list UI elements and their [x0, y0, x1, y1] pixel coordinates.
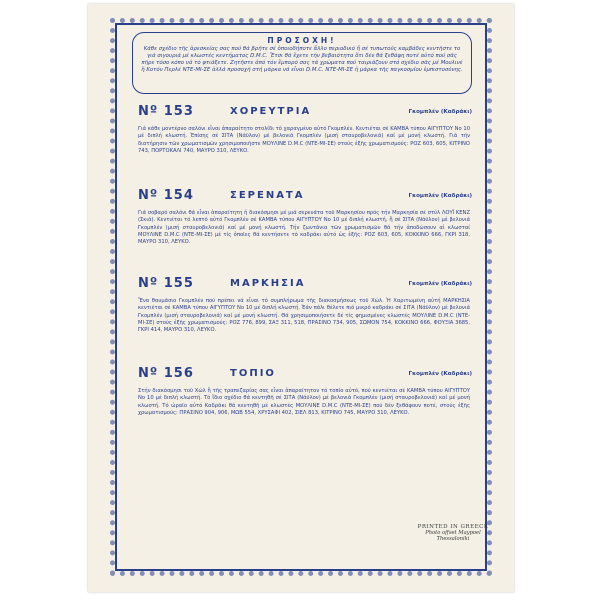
magazine-page: [88, 4, 514, 592]
notice-box: [132, 32, 472, 94]
imprint-line: Photo offset Maypoel: [425, 530, 481, 536]
entry-type: Γκομπλέν (Καδράκι): [408, 193, 472, 199]
pattern-entry: [134, 104, 474, 155]
entry-number: Nº 156: [138, 366, 194, 381]
entry-type: Γκομπλέν (Καδράκι): [408, 109, 472, 115]
entry-header: [134, 188, 474, 208]
entry-number: Nº 154: [138, 188, 194, 203]
notice-body: Κάθε σχέδιο τῆς ἀρεσκείας σας πού θά βρῆτε σέ ὁποιοδήποτε ἄλλο περιοδικό ἤ σέ τυπωτούς καμβάδες κεντῆστε το γιά σιγουριά μέ κλωστές κεντήματος D.M.C. Ἔτσι θά ἔχετε τήν βεβαιότητα ὅτι δέν θά ξεθάψη ποτέ αὐτό πού σᾶς πῆρε τόσο κόπο νά τό φτιάξετε. Ζητῆστε ἀπό τόν ἔμπορό σας τά χρώματα πού ταιριάζουν στό σχέδιο σᾶς μέ Μουλινέ ἤ Κοτόν Περλέ ΝΤΕ-ΜΙ-ΣΕ ἀλλά προσοχή στή μάρκα νά εἶναι D.M.C. ΝΤΕ-ΜΙ-ΣΕ ἡ μάρκα τῆς παγκοσμίου ἐμπιστοσύνης.: [141, 46, 463, 74]
entry-name: ΜΑΡΚΗΣΙΑ: [230, 278, 306, 289]
notice-title: ΠΡΟΣΟΧΗ!: [267, 36, 337, 45]
pattern-entry: [134, 188, 474, 246]
printer-imprint: [410, 524, 496, 542]
entry-name: ΧΟΡΕΥΤΡΙΑ: [230, 106, 312, 117]
entry-description: Γιά κάθε μοντέρνο σαλόνι εἶναι ἀπαραίτητο στολίδι τό χαραγμένο αὐτό Γκομπλέν. Κεντιέται σέ ΚΑΜΒΑ τύπου ΑΙΓΥΠΤΟΥ Νο 10 μέ διπλή κλωστή. Ἐπίσης σέ ΣΙΤΑ (Νάϋλον) μέ βελονιά Γκομπλέν (μισή σταυροβελονιά) καί μέ μονή κλωστή. Γιά τήν διατήρησιν τῶν χρωματισμῶν χρησιμοποιῆστε ΜΟΥΛΙΝΕ D.M.C (ΝΤΕ-ΜΙ-ΣΕ) στούς ἐξῆς χρωματισμούς: ΡΟΖ 603, 605, ΚΙΤΡΙΝΟ 743, ΠΟΡΤΟΚΑΛΙ 740, ΜΑΥΡΟ 310, ΛΕΥΚΟ.: [138, 126, 470, 154]
entry-number: Nº 153: [138, 104, 194, 119]
entry-name: ΤΟΠΙΟ: [230, 368, 276, 379]
imprint-line: Thessaloniki: [436, 536, 470, 542]
pattern-entry: [134, 276, 474, 334]
entry-description: Ἕνα θαυμάσιο Γκομπλέν πού πρέπει νά εἶναι τό συμπλήρωμα τῆς διακοσμήσεως τοῦ Χώλ. Ἡ Χαριτωμένη αὐτή ΜΑΡΚΗΣΙΑ κεντιέται σέ ΚΑΜΒΑ τύπου ΑΙΓΥΠΤΟΥ Νο 10 μέ διπλή κλωστή. Ἐάν πάλι θέλετε πιό μικρό καδράκι σέ ΣΙΤΑ (Νάϋλον) μέ βελονιά Γκομπλέν (μισή σταυροβελονιά) καί μέ μονή κλωστή. Θά χρησιμοποιήσετε δέ τίς φημισμένες κλωστές ΜΟΥΛΙΝΕ D.M.C (ΝΤΕ-ΜΙ-ΣΕ) στούς ἐξῆς χρωματισμούς: ΡΟΖ 776, 899, ΣΑΞ 311, 518, ΠΡΑΣΙΝΟ 734, 905, ΣΩΜΟΝ 754, ΚΟΚΚΙΝΟ 666, ΦΟΥΞΙΑ 3685, ΓΚΡΙ 414, ΜΑΥΡΟ 310, ΛΕΥΚΟ.: [138, 298, 470, 334]
entry-description: Γιά σοβαρό σαλόνι θά εἶναι ἀπαραίτητη ἡ διακόσμησι μέ μιά σερενάτα τοῦ Μαρκησίου πρός τήν Μαρκησία σέ στύλ ΛΟΥΪ ΚΕΝΖ (Σκιά). Κεντιέται τό λεπτό αὐτό Γκομπλέν σέ ΚΑΜΒΑ τύπου ΑΙΓΥΠΤΟΥ Νο 10 μέ διπλή κλωστή, ἤ σέ ΣΙΤΑ (Νάϋλον) μέ βελονιά Γκομπλέν (μισή σταυροβελονιά) καί μέ μονή κλωστή. Τήν ζωντάνια τῶν χρωματισμῶν θά τήν ἀποδώσουν αἱ κλωσταί ΜΟΥΛΙΝΕ D.M.C (ΝΤΕ-ΜΙ-ΣΕ) μέ τίς ὁποῖες θά κεντήσετε τό καδράκι αὐτό ὡς ἐξῆς: ΡΟΖ 603, 605, ΚΟΚΚΙΝΟ 666, ΓΚΡΙ 318, ΜΑΥΡΟ 310, ΛΕΥΚΟ.: [138, 210, 470, 246]
entry-header: [134, 366, 474, 386]
entry-description: Στήν διακόσμησι τοῦ Χώλ ἤ τῆς τραπεζαρίας σας εἶναι ἀπαραίτητον τό τοπίο αὐτό, πού κεντιέται σέ ΚΑΜΒΑ τύπου ΑΙΓΥΠΤΟΥ Νο 10 μέ διπλή κλωστή. Τό ἴδιο σχέδιο θά κεντηθῆ σέ ΣΙΤΑ (Νάϋλον) μέ βελονιά Γκομπλέν (μισή σταυροβελονιά) καί μέ μονή κλωστή. Τό ὡραῖο αὐτό Καδράκι θά κεντηθῆ μέ κλωστές ΜΟΥΛΙΝΕ D.M.C (ΝΤΕ-ΜΙ-ΣΕ) πού δέν ξεθάφουν ποτέ, στούς ἐξῆς χρωματισμούς: ΠΡΑΣΙΝΟ 904, 906, ΜΩΒ 554, ΧΡΥΣΑΦΙ 402, ΣΙΕΛ 813, ΚΙΤΡΙΝΟ 745, ΜΑΥΡΟ 310, ΛΕΥΚΟ.: [138, 388, 470, 416]
entry-header: [134, 276, 474, 296]
imprint-line: PRINTED IN GREECE: [417, 524, 489, 530]
entry-name: ΣΕΡΕΝΑΤΑ: [230, 190, 305, 201]
entry-type: Γκομπλέν (Καδράκι): [408, 281, 472, 287]
entry-number: Nº 155: [138, 276, 194, 291]
entry-type: Γκομπλέν (Καδράκι): [408, 371, 472, 377]
pattern-entry: [134, 366, 474, 417]
entry-header: [134, 104, 474, 124]
